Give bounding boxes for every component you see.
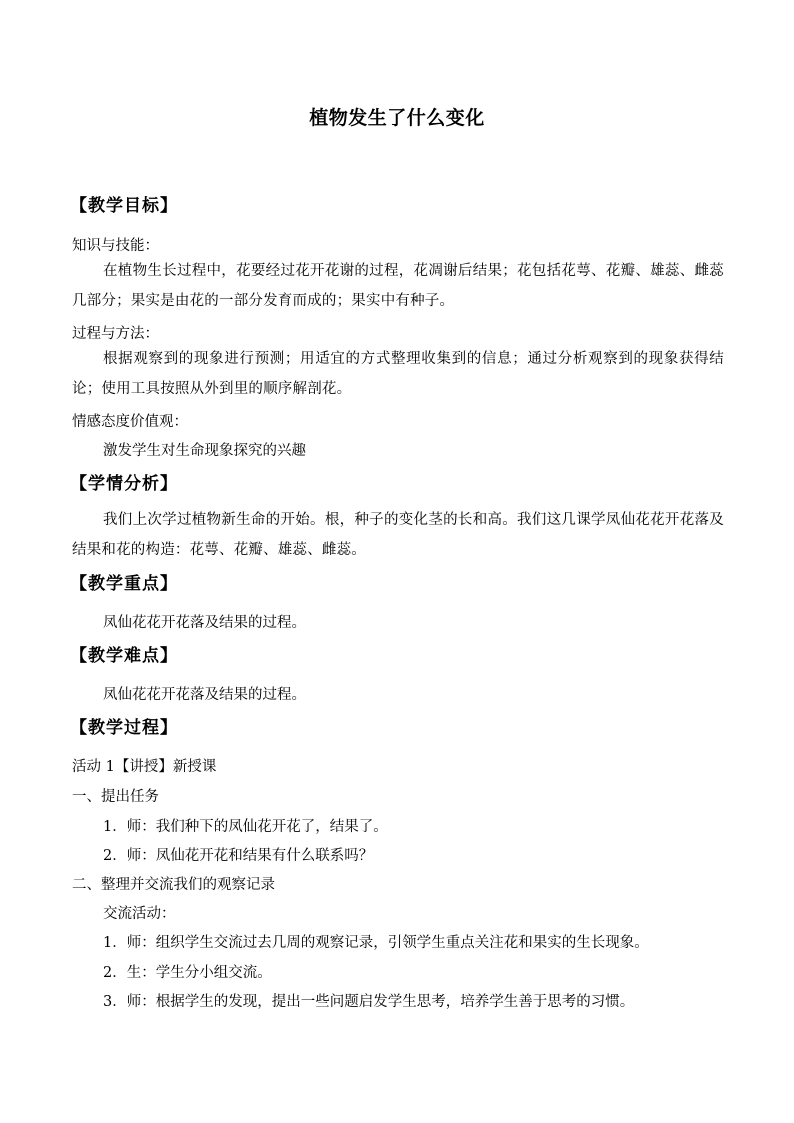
process-text: 根据观察到的现象进行预测；用适宜的方式整理收集到的信息；通过分析观察到的现象获得结论；使用工具按照从外到里的顺序解剖花。: [72, 351, 724, 397]
analysis-heading: 【学情分析】: [70, 474, 178, 494]
difficulties-text: 凤仙花花开花落及结果的过程。: [103, 687, 306, 703]
process-label: 过程与方法：: [72, 326, 159, 342]
section2-item: 3．师：根据学生的发现，提出一些问题启发学生思考，培养学生善于思考的习惯。: [103, 994, 635, 1010]
objectives-heading: 【教学目标】: [70, 196, 178, 216]
section2-sub: 交流活动：: [103, 906, 176, 922]
analysis-text: 我们上次学过植物新生命的开始。根，种子的变化茎的长和高。我们这几课学凤仙花花开花落及结果和花的构造：花萼、花瓣、雄蕊、雌蕊。: [72, 512, 724, 558]
emotion-label: 情感态度价值观：: [72, 414, 188, 430]
difficulties-heading: 【教学难点】: [70, 646, 178, 666]
section1-title: 一、提出任务: [72, 789, 159, 805]
knowledge-text: 在植物生长过程中，花要经过花开花谢的过程，花凋谢后结果；花包括花萼、花瓣、雄蕊、雌蕊几部分；果实是由花的一部分发育而成的；果实中有种子。: [72, 263, 724, 309]
section1-item: 2．师：凤仙花开花和结果有什么联系吗？: [103, 848, 374, 864]
section2-item: 2．生：学生分小组交流。: [103, 965, 272, 981]
knowledge-label: 知识与技能：: [72, 238, 159, 254]
section2-title: 二、整理并交流我们的观察记录: [72, 877, 275, 893]
section1-item: 1．师：我们种下的凤仙花开花了，结果了。: [103, 819, 388, 835]
key-points-text: 凤仙花花开花落及结果的过程。: [103, 615, 306, 631]
process-heading: 【教学过程】: [70, 718, 178, 738]
section2-item: 1．师：组织学生交流过去几周的观察记录，引领学生重点关注花和果实的生长现象。: [103, 935, 649, 951]
key-points-heading: 【教学重点】: [70, 574, 178, 594]
emotion-text: 激发学生对生命现象探究的兴趣: [103, 443, 306, 459]
activity-label: 活动 1【讲授】新授课: [72, 759, 217, 775]
document-title: 植物发生了什么变化: [309, 107, 485, 129]
